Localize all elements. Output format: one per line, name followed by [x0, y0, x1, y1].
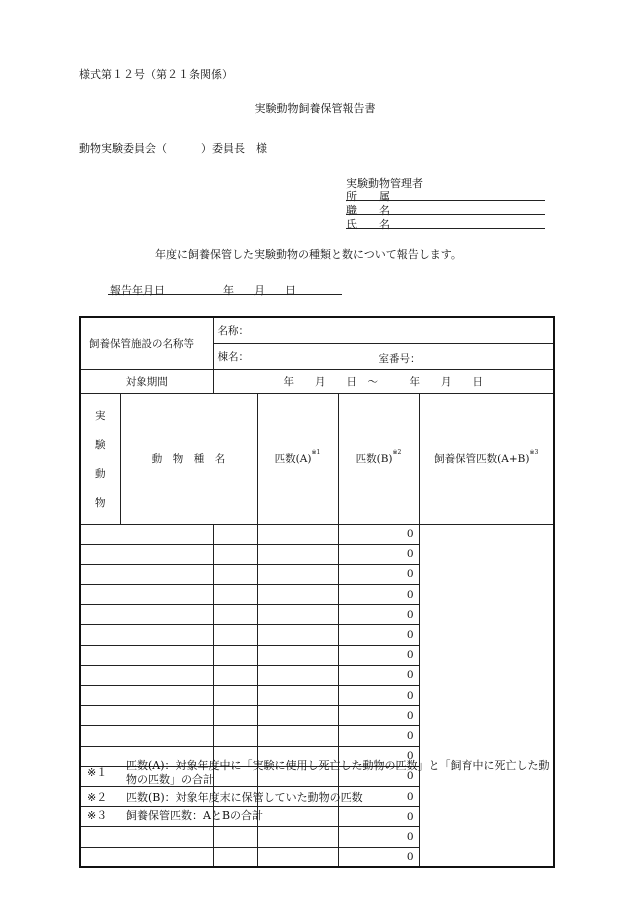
count-a-cell[interactable] [213, 706, 257, 726]
animal-row [80, 625, 554, 645]
total-value: 0 [406, 810, 414, 823]
total-value: 0 [406, 548, 414, 561]
count-a-cell[interactable] [213, 605, 257, 625]
header-total-label: 飼養保管匹数(A+B) [434, 453, 530, 465]
total-value: 0 [406, 608, 414, 621]
header-total-mark: ※3 [529, 449, 539, 456]
period-value-cell[interactable] [213, 369, 554, 393]
animal-row [80, 726, 554, 746]
count-a-cell[interactable] [213, 564, 257, 584]
total-cell[interactable] [338, 524, 419, 544]
count-b-cell[interactable] [257, 686, 338, 706]
species-cell[interactable] [80, 686, 213, 706]
count-a-cell[interactable] [213, 847, 257, 867]
side-label-char: 実 [95, 409, 106, 422]
total-value: 0 [406, 588, 414, 601]
manager-title: 実験動物管理者 [346, 177, 423, 190]
total-cell[interactable] [338, 564, 419, 584]
side-label-char: 動 [95, 467, 106, 480]
note-mark: ※２ [87, 791, 108, 804]
total-cell[interactable] [338, 686, 419, 706]
count-b-cell[interactable] [257, 706, 338, 726]
count-a-cell[interactable] [213, 665, 257, 685]
note-text: 飼養保管匹数：AとBの合計 [126, 809, 264, 822]
species-cell[interactable] [80, 585, 213, 605]
species-cell[interactable] [80, 726, 213, 746]
total-cell[interactable] [338, 726, 419, 746]
report-date-line[interactable] [108, 294, 342, 295]
animals-side-label [80, 393, 120, 524]
affiliation-line[interactable] [346, 200, 545, 201]
count-a-cell[interactable] [213, 625, 257, 645]
report-date [110, 282, 296, 298]
count-a-cell[interactable] [213, 686, 257, 706]
species-cell[interactable] [80, 544, 213, 564]
note-text: 匹数(A)：対象年度中に「実験に使用し死亡した動物の匹数」と「飼育中に死亡した動物の匹数」の合計 [126, 759, 550, 786]
total-cell[interactable] [338, 827, 419, 847]
document-title: 実験動物飼養保管報告書 [254, 102, 376, 115]
facility-label-cell [80, 317, 213, 369]
total-cell[interactable] [338, 625, 419, 645]
total-cell[interactable] [338, 544, 419, 564]
facility-building-label: 棟名： [217, 350, 249, 363]
note-mark: ※３ [87, 809, 108, 822]
species-cell[interactable] [80, 665, 213, 685]
species-cell[interactable] [80, 827, 213, 847]
total-cell[interactable] [338, 847, 419, 867]
count-b-cell[interactable] [257, 585, 338, 605]
species-cell[interactable] [80, 564, 213, 584]
animal-row [80, 524, 554, 544]
animal-row [80, 686, 554, 706]
count-b-cell[interactable] [257, 605, 338, 625]
total-cell[interactable] [338, 807, 419, 827]
total-value: 0 [406, 669, 414, 682]
report-date-month: 月 [254, 284, 265, 297]
species-cell[interactable] [80, 625, 213, 645]
count-b-cell[interactable] [257, 524, 338, 544]
total-cell[interactable] [338, 605, 419, 625]
addressee-suffix: ）委員長 様 [201, 142, 267, 155]
facility-name-label: 名称： [217, 324, 249, 337]
total-value: 0 [406, 568, 414, 581]
species-cell[interactable] [80, 645, 213, 665]
manager-field-position: 職 名 [346, 204, 390, 217]
report-date-label: 報告年月日 [110, 284, 165, 297]
header-count-b-label: 匹数(B) [355, 453, 393, 465]
animal-row [80, 605, 554, 625]
header-count-a-mark: ※1 [311, 449, 321, 456]
header-count-a [257, 393, 338, 524]
species-cell[interactable] [80, 847, 213, 867]
total-cell[interactable] [338, 706, 419, 726]
facility-room-label: 室番号： [378, 352, 421, 365]
header-total [419, 393, 554, 524]
animal-row [80, 665, 554, 685]
count-a-cell[interactable] [213, 827, 257, 847]
period-label: 対象期間 [125, 375, 168, 388]
total-value: 0 [406, 750, 414, 763]
total-value: 0 [406, 689, 414, 702]
note-mark: ※１ [87, 766, 108, 779]
header-species-label: 動 物 種 名 [151, 453, 226, 465]
count-a-cell[interactable] [213, 726, 257, 746]
side-label-char: 験 [95, 438, 106, 451]
total-value: 0 [406, 850, 414, 863]
total-value: 0 [406, 830, 414, 843]
facility-name-cell[interactable] [213, 317, 554, 343]
count-b-cell[interactable] [257, 726, 338, 746]
manager-field-name: 氏 名 [346, 218, 390, 231]
animal-row [80, 847, 554, 867]
note-text: 匹数(B)：対象年度末に保管していた動物の匹数 [126, 791, 363, 804]
count-b-cell[interactable] [257, 645, 338, 665]
total-value: 0 [406, 729, 414, 742]
total-value: 0 [406, 528, 414, 541]
count-a-cell[interactable] [213, 524, 257, 544]
count-b-cell[interactable] [257, 827, 338, 847]
header-count-a-label: 匹数(A) [274, 453, 312, 465]
total-cell[interactable] [338, 645, 419, 665]
period-text: 年 月 日 〜 年 月 日 [283, 375, 483, 388]
form-id: 様式第１２号（第２１条関係） [79, 68, 233, 81]
report-date-year: 年 [223, 284, 234, 297]
species-cell[interactable] [80, 605, 213, 625]
manager-field-affiliation: 所 属 [346, 190, 390, 203]
animal-row [80, 827, 554, 847]
count-b-cell[interactable] [257, 807, 338, 827]
header-species [120, 393, 257, 524]
animal-row [80, 645, 554, 665]
animal-row [80, 564, 554, 584]
animal-row [80, 585, 554, 605]
period-label-cell [80, 369, 213, 393]
species-cell[interactable] [80, 706, 213, 726]
total-cell[interactable] [338, 665, 419, 685]
total-cell[interactable] [338, 585, 419, 605]
count-b-cell[interactable] [257, 564, 338, 584]
animal-row [80, 706, 554, 726]
count-b-cell[interactable] [257, 847, 338, 867]
facility-label: 飼養保管施設の名称等 [89, 337, 194, 350]
report-date-day: 日 [285, 284, 296, 297]
addressee [79, 140, 267, 156]
header-count-b-mark: ※2 [392, 449, 402, 456]
species-cell[interactable] [80, 524, 213, 544]
count-b-cell[interactable] [257, 625, 338, 645]
position-line[interactable] [346, 214, 545, 215]
addressee-prefix: 動物実験委員会（ [79, 142, 167, 155]
total-value: 0 [406, 649, 414, 662]
header-count-b [338, 393, 419, 524]
count-b-cell[interactable] [257, 544, 338, 564]
total-value: 0 [406, 770, 414, 783]
total-value: 0 [406, 790, 414, 803]
count-a-cell[interactable] [213, 585, 257, 605]
count-b-cell[interactable] [257, 665, 338, 685]
animal-row [80, 544, 554, 564]
total-value: 0 [406, 709, 414, 722]
facility-building-cell[interactable] [213, 343, 554, 369]
statement: 年度に飼養保管した実験動物の種類と数について報告します。 [155, 248, 462, 261]
total-value: 0 [406, 629, 414, 642]
count-a-cell[interactable] [213, 544, 257, 564]
count-a-cell[interactable] [213, 645, 257, 665]
side-label-char: 物 [95, 496, 106, 509]
name-line[interactable] [346, 228, 545, 229]
